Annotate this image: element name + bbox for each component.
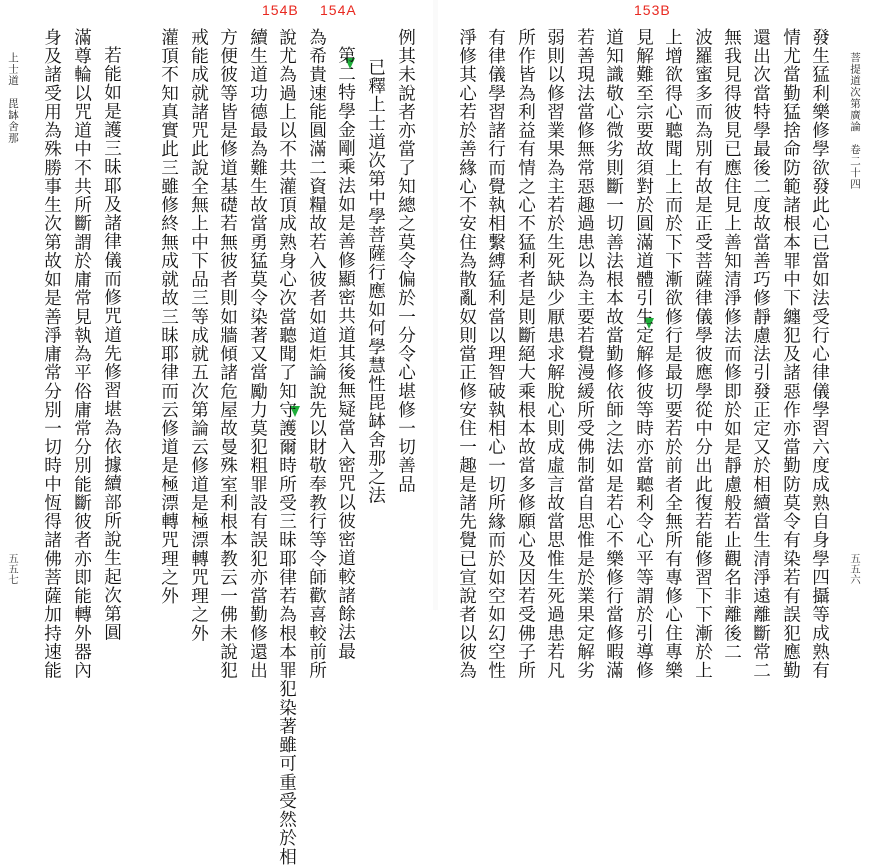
text-column: 身及諸受用為殊勝事生次第故如是善淨庸常分別一切時中恆得諸佛菩薩加持速能 — [41, 28, 62, 680]
text-column: 灌頂不知真實此三雖修終無成就故三昧耶律而云修道是極漂轉咒理之外 — [158, 28, 179, 606]
text-column: 無我見得彼見已應住見上善知清淨修法而修即於如是靜慮般若止觀名非離後二 — [721, 28, 742, 662]
text-column: 滿尊輪以咒道中不共所斷謂於庸常見執為平俗庸常分別能斷彼者亦即能轉外器內 — [71, 28, 92, 680]
text-column: 見解難至宗要故須對於圓滿道體引生定解修彼等時亦當聽利令心平等謂於引導修 — [633, 28, 654, 680]
text-column: 還出次當特學最後二度故當善巧修靜慮法引發正定又於相續當生清淨遠離斷常二 — [750, 28, 771, 680]
right-page — [438, 0, 871, 680]
text-column: 道知識敬心微劣則斷一切善法根本故當勤修依師之法如是若心不樂修行當修暇滿 — [603, 28, 624, 680]
left-page-number: 五五七 — [7, 552, 19, 584]
text-column: 為希貴速能圓滿二資糧故若入彼者如道炬論說先以財敬奉教行等令師歡喜較前所 — [306, 28, 327, 680]
text-column: 淨修其心若於善緣心不安住為散亂奴則當正修安住一趣是諸先覺已宣說者以彼為 — [456, 28, 477, 680]
text-column: 戒能成就諸咒此說全無上中下品三等成就五次第論云修道是極漂轉咒理之外 — [188, 28, 209, 643]
text-column: 若善現法當修無常惡趣過患以為主要若覺漫緩所受佛制當自思惟是於業果定解劣 — [574, 28, 595, 680]
text-column: 例其未說者亦當了知總之莫令偏於一分令心堪修一切善品 — [395, 28, 416, 494]
left-running-header: 上士道 毘缽舍那 — [7, 52, 19, 144]
text-column: 波羅蜜多而為別有故是正受菩薩律儀學彼應學從中分出此復若能修習下下漸於上 — [692, 28, 713, 680]
left-marker-154a: 154A — [320, 2, 357, 18]
text-column: 續生道功德最為難生故當勇猛莫令染著又當勵力莫犯粗罪設有誤犯亦當勤修還出 — [247, 28, 268, 680]
text-column: 情尤當勤猛捨命防範諸根本罪中下纏犯及諸惡作亦當勤防莫令有染若有誤犯應勤 — [780, 28, 801, 680]
text-column: 弱則以修習業果為主若於生死缺少厭患求解脫心則成虛言故當思惟生死過患若凡 — [544, 28, 565, 680]
text-column: 發生猛利樂修學欲發此心已當如法受行心律儀學習六度成熟自身學四攝等成熟有 — [809, 28, 830, 680]
right-running-header: 菩提道次第廣論 卷二十四 — [849, 52, 861, 190]
text-column: 已釋上士道次第中學菩薩行應如何學慧性毘缽舍那之法 — [365, 58, 386, 505]
right-page-number: 五五六 — [849, 552, 861, 584]
text-column: 第二特學金剛乘法如是善修顯密共道其後無疑當入密咒以彼密道較諸餘法最 — [335, 46, 356, 661]
left-page — [0, 0, 433, 866]
text-column: 有律儀學習諸行而覺執相繫縛猛利當以理智破執相心一切所緣而於如空如幻空性 — [485, 28, 506, 680]
text-column: 說尤為過上以不共灌頂成熟身心次當聽聞了知守護爾時所受三昧耶律若為根本罪犯染著雖可重受然於相 — [276, 28, 297, 866]
right-marker-153b: 153B — [634, 2, 671, 18]
text-column: 方便彼等皆是修道基礎若無彼者則如牆傾諸危屋故曼殊室利根本教云一佛未說犯 — [217, 28, 238, 680]
text-column: 若能如是護三昧耶及諸律儀而修咒道先修習堪為依據續部所說生起次第圓 — [101, 46, 122, 642]
text-column: 所作皆為利益有情之心不猛利者是則斷絕大乘根本故當多修願心及因若受佛子所 — [515, 28, 536, 680]
left-marker-154b: 154B — [262, 2, 299, 18]
text-column: 上增欲得心聽聞上上而於下下漸欲修行是最切要若於前者全無所有專修心住專樂 — [662, 28, 683, 680]
